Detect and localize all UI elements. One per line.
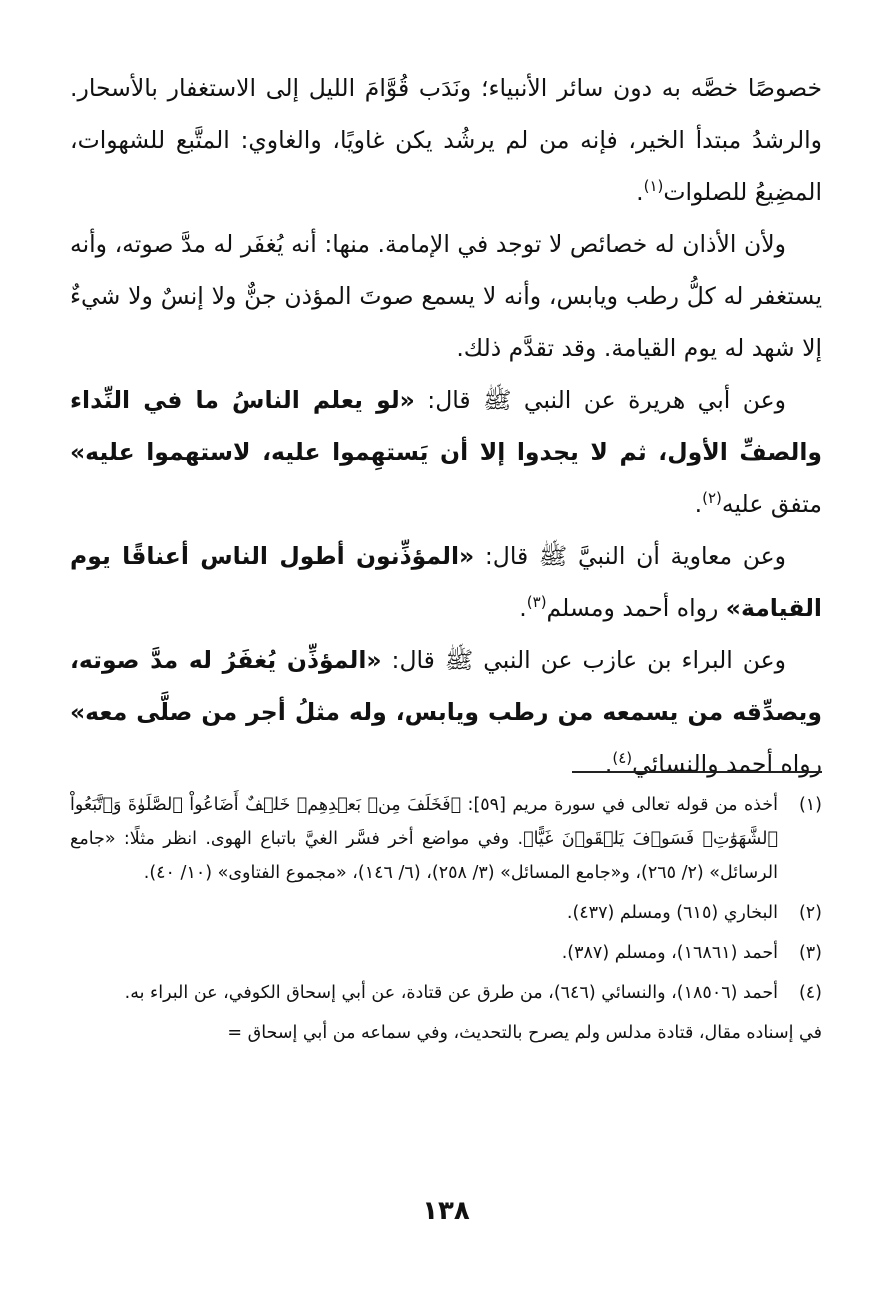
hadith-intro-abu-hurayra: وعن أبي هريرة عن النبي ﷺ قال: (414, 386, 786, 414)
footnote-number: (٢) (798, 903, 822, 923)
footnote-ref-4: (٤) (612, 749, 633, 767)
footnote-text: أحمد (١٨٥٠٦)، والنسائي (٦٤٦)، من طرق عن قتادة، عن أبي إسحاق الكوفي، عن البراء به. (124, 983, 778, 1003)
hadith-text-2: «المؤذِّنون أطول الناس أعناقًا يوم القيامة» (70, 542, 822, 622)
paragraph-1 (70, 62, 822, 218)
footnote-continuation: في إسناده مقال، قتادة مدلس ولم يصرح بالتحديث، وفي سماعه من أبي إسحاق = (227, 1023, 822, 1043)
hadith-text-3: «المؤذِّن يُغفَرُ له مدَّ صوته، ويصدِّقه من يسمعه من رطب ويابس، وله مثلُ أجر من صلَّى معه» (70, 646, 822, 726)
paragraph-5-end: . (604, 750, 613, 778)
paragraph-3-end: . (694, 490, 703, 518)
paragraph-1-text: خصوصًا خصَّه به دون سائر الأنبياء؛ ونَدَب قُوَّامَ الليل إلى الاستغفار بالأسحار. والرشدُ مبتدأ الخير، فإنه من لم يرشُد يكن غاويًا، والغاوي: المتَّبع للشهوات، المضِيعُ للصلوات (70, 74, 822, 206)
paragraph-4-end: . (519, 594, 527, 622)
footnote-text: أخذه من قوله تعالى في سورة مريم [٥٩]: ﴿فَخَلَفَ مِنۢ بَعۡدِهِمۡ خَلۡفٌ أَضَاعُواْ ٱلصَّلَوٰةَ وَٱتَّبَعُواْ ٱلشَّهَوَٰتِۖ فَسَوۡفَ يَلۡقَوۡنَ غَيًّا﴾. وفي مواضع أخر فسَّر الغيَّ باتباع الهوى. انظر مثلًا: «جامع الرسائل» (٢/ ٢٦٥)، و«جامع المسائل» (٣/ ٢٥٨)، (٦/ ١٤٦)، «مجموع الفتاوى» (١٠/ ٤٠). (70, 795, 778, 883)
hadith-source-1: متفق عليه (721, 490, 822, 518)
hadith-intro-bara: وعن البراء بن عازب عن النبي ﷺ قال: (381, 646, 786, 674)
footnote-separator (572, 771, 822, 773)
footnote-ref-3: (٣) (526, 593, 547, 611)
paragraph-4 (70, 530, 822, 634)
paragraph-1-end: . (636, 178, 644, 206)
footnote-ref-2: (٢) (702, 489, 722, 507)
footnote-number: (٣) (798, 943, 822, 963)
hadith-source-3: رواه أحمد والنسائي (632, 750, 822, 778)
footnote-1 (70, 788, 822, 890)
footnotes (70, 788, 822, 1050)
main-text (70, 62, 822, 790)
footnote-2 (70, 896, 822, 930)
hadith-source-2: رواه أحمد ومسلم (546, 594, 726, 622)
paragraph-5 (70, 634, 822, 790)
paragraph-3 (70, 374, 822, 530)
footnote-text: البخاري (٦١٥) ومسلم (٤٣٧). (566, 903, 778, 923)
hadith-text-1: «لو يعلم الناسُ ما في النِّداء والصفِّ الأول، ثم لا يجدوا إلا أن يَستهِموا عليه، لاستهموا عليه» (70, 386, 822, 466)
footnote-number: (٤) (798, 983, 822, 1003)
hadith-intro-muawiya: وعن معاوية أن النبيَّ ﷺ قال: (474, 542, 786, 570)
footnote-text: أحمد (١٦٨٦١)، ومسلم (٣٨٧). (561, 943, 778, 963)
footnote-ref-1: (١) (643, 177, 664, 195)
paragraph-2: ولأن الأذان له خصائص لا توجد في الإمامة. منها: أنه يُغفَر له مدَّ صوته، وأنه يستغفر له كلُّ رطب ويابس، وأنه لا يسمع صوتَ المؤذن جنٌّ ولا إنسٌ ولا شيءٌ إلا شهد له يوم القيامة. وقد تقدَّم ذلك. (70, 230, 822, 362)
page-number: ١٣٨ (422, 1196, 470, 1226)
footnote-4 (70, 976, 822, 1010)
footnote-3 (70, 936, 822, 970)
footnote-number: (١) (798, 795, 822, 815)
